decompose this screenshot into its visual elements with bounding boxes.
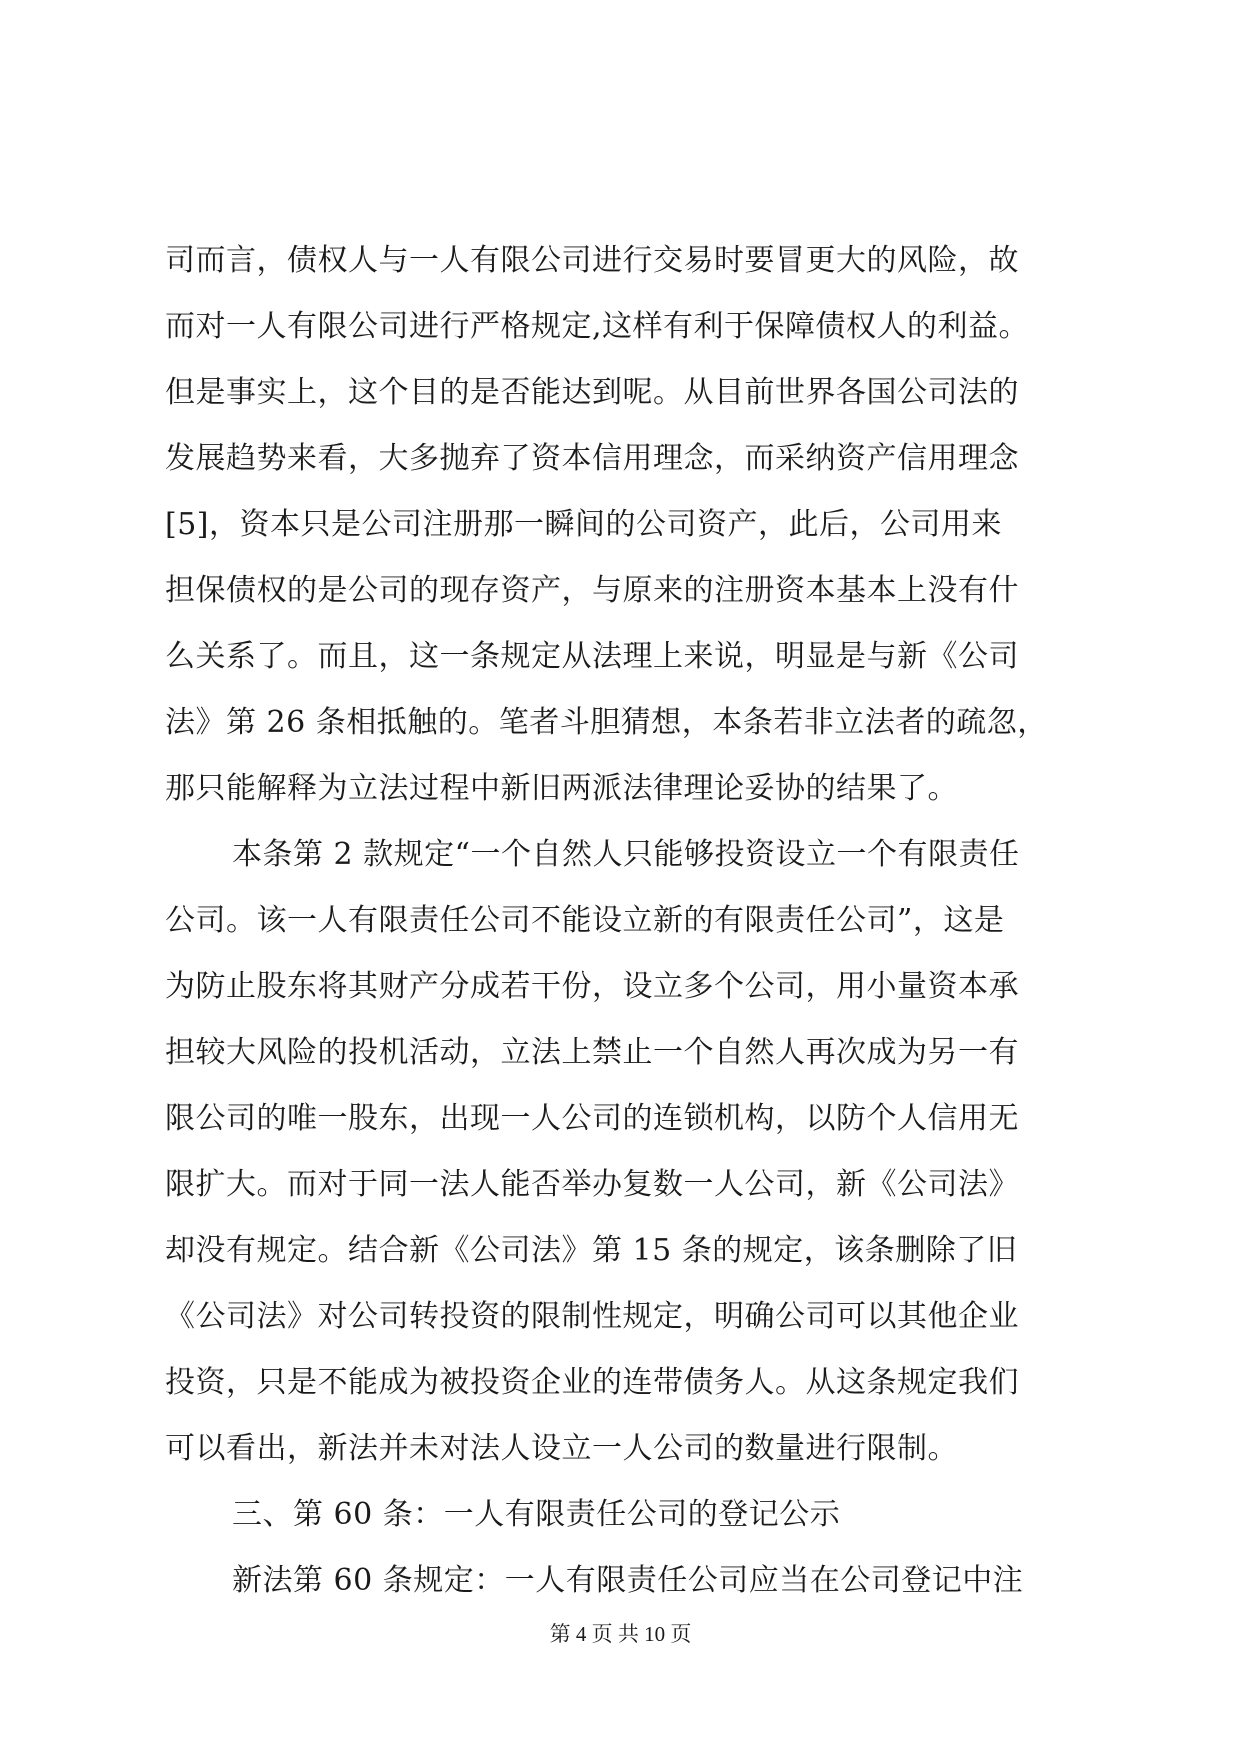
text-line: 么关系了。而且，这一条规定从法理上来说，明显是与新《公司	[165, 639, 1019, 674]
text-line: 发展趋势来看，大多抛弃了资本信用理念，而采纳资产信用理念	[165, 441, 1019, 476]
text-line: 限扩大。而对于同一法人能否举办复数一人公司，新《公司法》	[165, 1167, 1019, 1202]
text-line: [5]，资本只是公司注册那一瞬间的公司资产，此后，公司用来	[165, 507, 1002, 542]
text-line: 法》第 26 条相抵触的。笔者斗胆猜想，本条若非立法者的疏忽，	[165, 705, 1048, 740]
paragraph-first-line: 新法第 60 条规定：一人有限责任公司应当在公司登记中注	[232, 1563, 1024, 1598]
text-line: 司而言，债权人与一人有限公司进行交易时要冒更大的风险，故	[165, 243, 1019, 278]
text-line: 投资，只是不能成为被投资企业的连带债务人。从这条规定我们	[165, 1365, 1019, 1400]
document-body	[165, 228, 1085, 1614]
paragraph-first-line: 本条第 2 款规定“一个自然人只能够投资设立一个有限责任	[232, 837, 1020, 872]
text-line: 限公司的唯一股东，出现一人公司的连锁机构，以防个人信用无	[165, 1101, 1019, 1136]
text-line: 而对一人有限公司进行严格规定,这样有利于保障债权人的利益。	[165, 309, 1030, 344]
text-line: 《公司法》对公司转投资的限制性规定，明确公司可以其他企业	[165, 1299, 1019, 1334]
text-line: 担较大风险的投机活动，立法上禁止一个自然人再次成为另一有	[165, 1035, 1019, 1070]
text-line: 公司。该一人有限责任公司不能设立新的有限责任公司”，这是	[165, 903, 1005, 938]
text-line: 可以看出，新法并未对法人设立一人公司的数量进行限制。	[165, 1431, 958, 1466]
text-line: 但是事实上，这个目的是否能达到呢。从目前世界各国公司法的	[165, 375, 1019, 410]
text-line: 担保债权的是公司的现存资产，与原来的注册资本基本上没有什	[165, 573, 1019, 608]
text-line: 却没有规定。结合新《公司法》第 15 条的规定，该条删除了旧	[165, 1233, 1018, 1268]
paragraph-first-line: 三、第 60 条：一人有限责任公司的登记公示	[232, 1497, 841, 1532]
text-line: 那只能解释为立法过程中新旧两派法律理论妥协的结果了。	[165, 771, 958, 806]
page-footer: 第 4 页 共 10 页	[549, 1622, 692, 1646]
text-line: 为防止股东将其财产分成若干份，设立多个公司，用小量资本承	[165, 969, 1019, 1004]
